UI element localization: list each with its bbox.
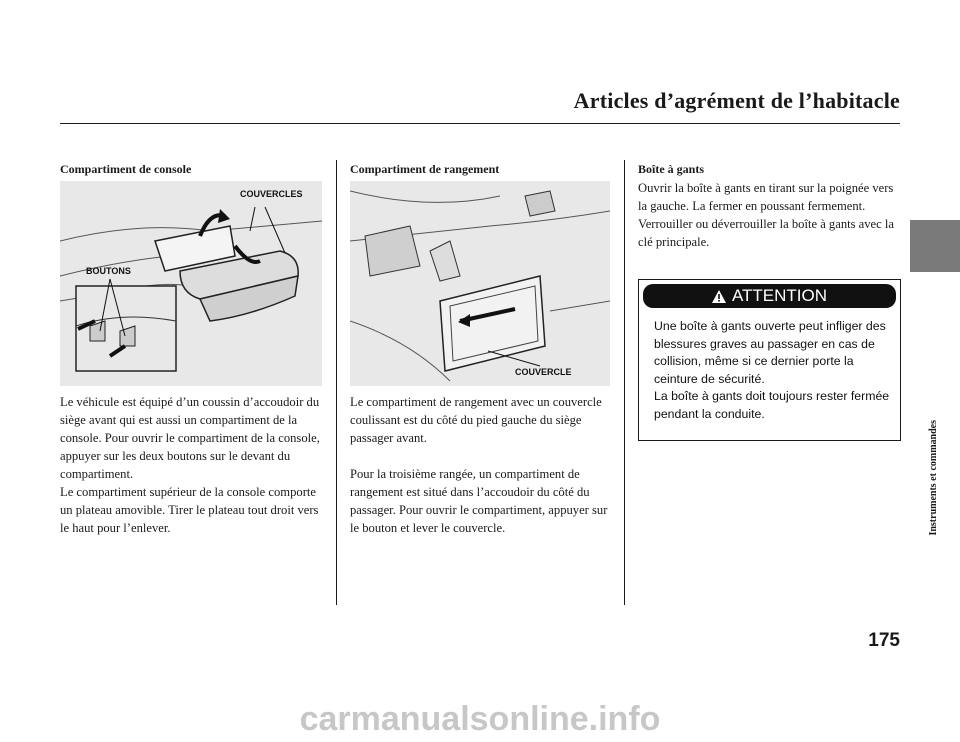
- figure-label-cover: COUVERCLE: [515, 367, 572, 377]
- warning-box: [638, 279, 901, 441]
- section-title: Articles d’agrément de l’habitacle: [573, 88, 900, 113]
- column-divider: [624, 160, 625, 605]
- figure-label-buttons: BOUTONS: [86, 266, 131, 276]
- glovebox-heading: Boîte à gants: [638, 162, 704, 176]
- header-divider: [60, 123, 900, 124]
- console-paragraph-2: Le compartiment supérieur de la console comporte un plateau amovible. Tirer le plateau tout droit vers le haut pour l’enlever.: [60, 485, 319, 535]
- console-illustration: [60, 181, 322, 386]
- column-divider: [336, 160, 337, 605]
- warning-triangle-icon: [712, 290, 726, 303]
- storage-heading: Compartiment de rangement: [350, 162, 500, 176]
- storage-paragraph-2: Pour la troisième rangée, un compartiment de rangement est situé dans l’accoudoir du côté du passager. Pour ouvrir le compartiment, appuyer sur le bouton et lever le couvercle.: [350, 467, 608, 535]
- page-number: 175: [868, 630, 900, 651]
- storage-paragraph-1: Le compartiment de rangement avec un couvercle coulissant est du côté du pied gauche du siège passager avant.: [350, 395, 602, 445]
- warning-paragraph-2: La boîte à gants doit toujours rester fermée pendant la conduite.: [654, 389, 890, 421]
- chapter-tab: [910, 220, 960, 272]
- console-figure: [60, 181, 322, 386]
- console-paragraph-1: Le véhicule est équipé d’un coussin d’accoudoir du siège avant qui est aussi un compartiment de la console. Pour ouvrir le compartiment de la console, appuyer sur les deux boutons sur le devant du compartiment.: [60, 395, 320, 481]
- glovebox-paragraph: Ouvrir la boîte à gants en tirant sur la poignée vers la gauche. La fermer en poussant fermement. Verrouiller ou déverrouiller la boîte à gants avec la clé principale.: [638, 181, 894, 249]
- console-heading: Compartiment de console: [60, 162, 192, 176]
- storage-illustration: [350, 181, 610, 386]
- storage-figure: [350, 181, 610, 386]
- watermark: carmanualsonline.info: [299, 700, 661, 738]
- warning-paragraph-1: Une boîte à gants ouverte peut infliger des blessures graves au passager en cas de collision, même si ce dernier porte la ceinture de sécurité.: [654, 319, 886, 386]
- figure-label-covers: COUVERCLES: [240, 189, 303, 199]
- chapter-tab-label: Instruments et commandes: [928, 420, 939, 536]
- warning-header: [643, 284, 896, 308]
- warning-title: ATTENTION: [731, 286, 828, 305]
